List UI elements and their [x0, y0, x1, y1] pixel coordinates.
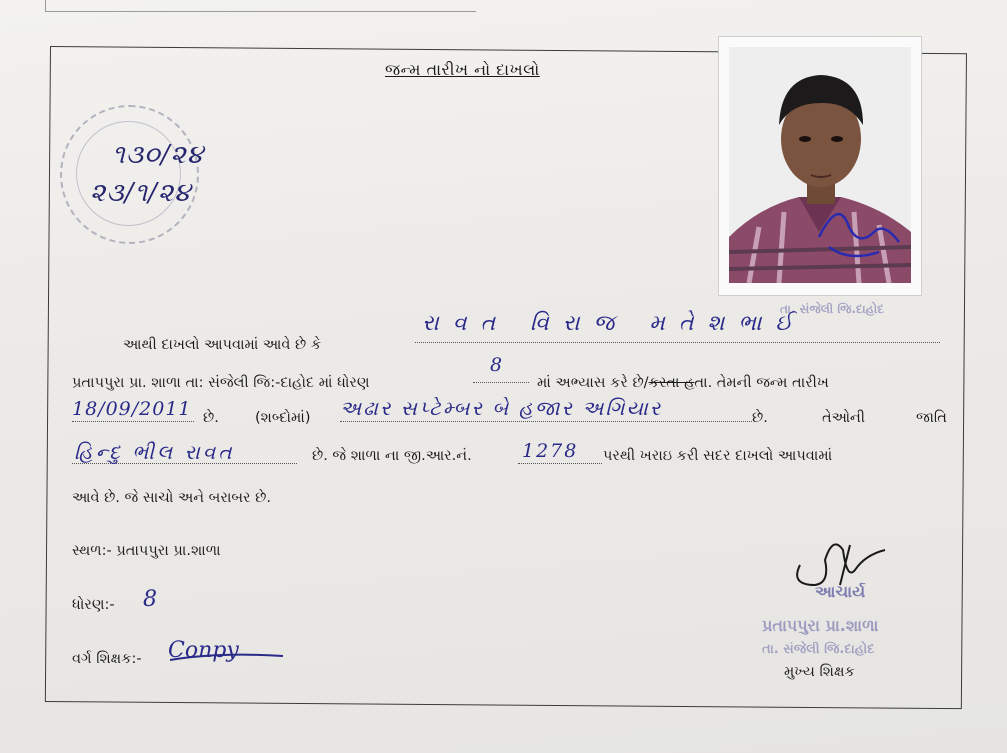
- line2-prefix: પ્રતાપપુરા પ્રા. શાળા તા: સંજેલી જિ:-દાહોદ માં ધોરણ: [72, 375, 370, 391]
- line2-struck-text: કરતા હ: [648, 375, 695, 391]
- stamp-number: ૧૩૦/૨૪: [112, 140, 204, 170]
- line4-mid: છે. જે શાળા ના જી.આર.નં.: [312, 448, 472, 464]
- footer-standard: [143, 587, 157, 612]
- class-teacher-label: વર્ગ શિક્ષક:-: [72, 651, 142, 667]
- dob-words-hand: અઢાર સપ્ટેમ્બર બે હજાર અગિયાર: [340, 396, 663, 420]
- name-dotted-line: [415, 342, 940, 343]
- standard-value-hand: 8: [490, 354, 503, 376]
- dob-value-hand: 18/09/2011: [72, 398, 192, 420]
- line3-mid: છે.: [203, 410, 219, 426]
- caste-value-hand: હિન્દુ ભીલ રાવત: [74, 440, 235, 464]
- dob-dotted-line: [72, 421, 194, 422]
- dob-words: [340, 396, 662, 420]
- stamp-date: ૨૩/૧/૨૪: [90, 178, 192, 208]
- standard-value-inline: [490, 354, 502, 376]
- principal-stamp-title: આચાર્ય: [815, 582, 866, 601]
- place-label: સ્થળ:- પ્રતાપપુરા પ્રા.શાળા: [72, 543, 221, 559]
- line2-mid-text: માં અભ્યાસ કરે છે/: [537, 375, 649, 391]
- gr-dotted-line: [518, 463, 602, 464]
- class-teacher-sign-stroke: [168, 648, 288, 668]
- line1-prefix: આથી દાખલો આપવામાં આવે છે કે: [123, 337, 322, 353]
- line3-words-label: (શબ્દોમાં): [255, 410, 311, 426]
- gr-value: [522, 440, 578, 462]
- dob-words-dotted-line: [340, 421, 752, 422]
- student-name-value: રાવત વિરાજ મતેશભાઈ: [422, 311, 807, 336]
- student-name: [422, 311, 806, 336]
- line5: આવે છે. જે સાચો અને બરાબર છે.: [72, 490, 271, 506]
- photo-stamp-fragment: તા. સંજેલી જિ.દાહોદ: [780, 302, 884, 316]
- top-margin-line: [45, 0, 476, 12]
- certificate-title: જન્મ તારીખ નો દાખલો: [385, 60, 540, 79]
- caste-label: તેઓની: [822, 410, 866, 426]
- standard-dotted-line: [473, 382, 529, 383]
- class-teacher-sign-value: Conpy: [168, 638, 239, 663]
- student-photo: [729, 47, 911, 283]
- office-stamp: [60, 105, 199, 244]
- caste-value: [74, 440, 234, 464]
- dob-value: [72, 398, 192, 420]
- gr-value-hand: 1278: [522, 440, 579, 462]
- line2-mid: [537, 375, 829, 391]
- principal-stamp-taluka: તા. સંજેલી જિ.દાહોદ: [762, 642, 875, 657]
- student-photo-frame: [718, 36, 922, 296]
- student-portrait-image: [729, 47, 911, 283]
- principal-stamp-school: પ્રતાપપુરા પ્રા.શાળા: [762, 616, 879, 635]
- head-teacher-label: મુખ્ય શિક્ષક: [784, 664, 855, 680]
- line4-suffix: પરથી ખરાઇ કરી સદર દાખલો આપવામાં: [603, 448, 833, 464]
- line2-suffix-text: તા. તેમની જન્મ તારીખ: [694, 375, 829, 391]
- caste-label-2: જાતિ: [916, 410, 947, 426]
- footer-standard-value: 8: [143, 587, 157, 612]
- line3-suffix: છે.: [752, 410, 768, 426]
- standard-label: ધોરણ:-: [72, 597, 115, 613]
- office-stamp-inner-ring: [76, 121, 181, 226]
